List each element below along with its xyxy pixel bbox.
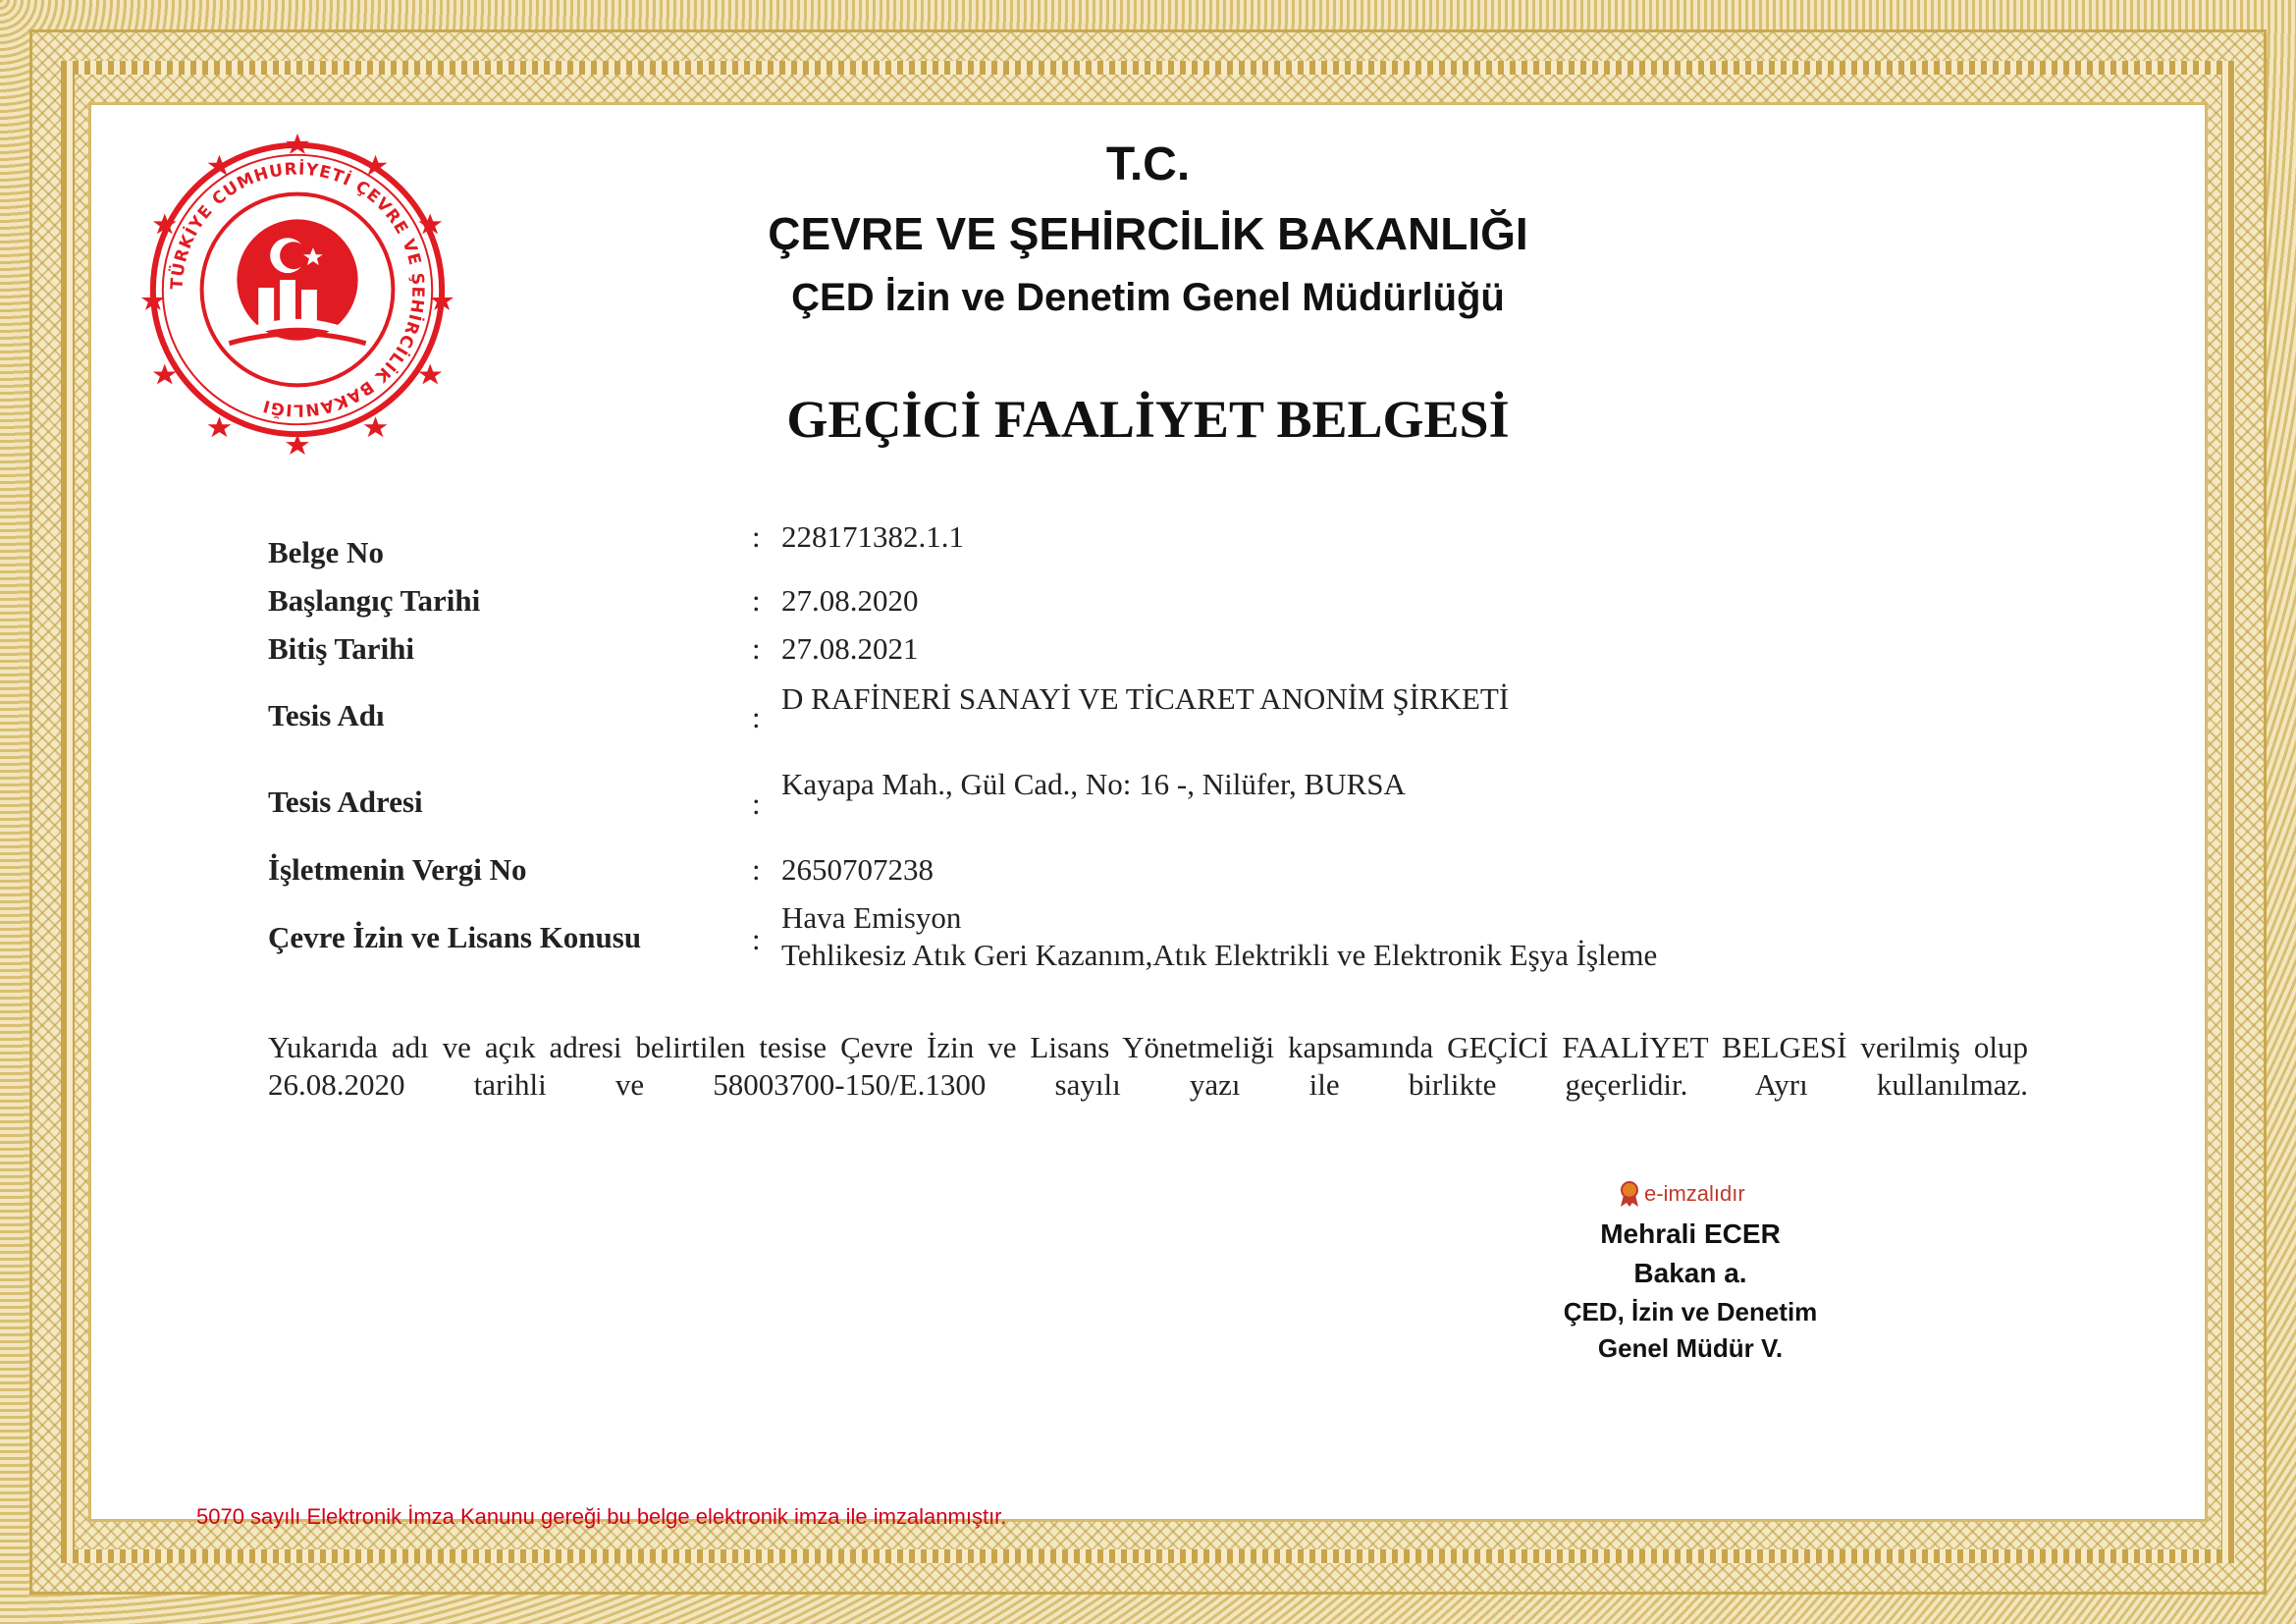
seal-ring-text: TÜRKİYE CUMHURİYETİ ÇEVRE VE ŞEHİRCİLİK BAKANLIĞI: [166, 158, 429, 421]
signatory-role: Bakan a.: [1633, 1258, 1747, 1288]
e-signed-badge: e-imzalıdır: [1644, 1181, 1745, 1206]
signatory-unit: ÇED, İzin ve Denetim: [1563, 1297, 1818, 1326]
ribbon-award-icon: [1615, 1179, 1644, 1209]
field-colon: :: [752, 852, 761, 887]
header-ministry: ÇEVRE VE ŞEHİRCİLİK BAKANLIĞI: [768, 208, 1528, 259]
document-title: GEÇİCİ FAALİYET BELGESİ: [786, 390, 1510, 449]
field-label-belge-no: Belge No: [268, 535, 384, 569]
field-value-lisans-konusu-1: Hava Emisyon: [781, 900, 962, 935]
signatory-name: Mehrali ECER: [1600, 1218, 1781, 1249]
header-tc: T.C.: [1105, 138, 1191, 190]
field-colon: :: [752, 922, 761, 956]
field-colon: :: [752, 700, 761, 734]
field-colon: :: [752, 786, 761, 821]
e-signature-law-notice: 5070 sayılı Elektronik İmza Kanunu gereği bu belge elektronik imza ile imzalanmıştır.: [196, 1504, 1007, 1529]
field-value-belge-no: 228171382.1.1: [781, 519, 964, 554]
field-label-bitis-tarihi: Bitiş Tarihi: [268, 631, 415, 666]
field-label-tesis-adi: Tesis Adı: [268, 698, 385, 732]
field-value-baslangic-tarihi: 27.08.2020: [781, 583, 919, 618]
field-value-tesis-adi: D RAFİNERİ SANAYİ VE TİCARET ANONİM ŞİRKETİ: [781, 681, 1510, 716]
signatory-position: Genel Müdür V.: [1597, 1333, 1784, 1363]
field-value-tesis-adresi: Kayapa Mah., Gül Cad., No: 16 -, Nilüfer, BURSA: [781, 767, 1406, 801]
field-label-tesis-adresi: Tesis Adresi: [268, 785, 423, 819]
field-value-vergi-no: 2650707238: [781, 852, 934, 887]
field-colon: :: [752, 583, 761, 618]
field-value-lisans-konusu-2: Tehlikesiz Atık Geri Kazanım,Atık Elektrikli ve Elektronik Eşya İşleme: [781, 938, 1658, 972]
field-value-bitis-tarihi: 27.08.2021: [781, 631, 919, 666]
header-directorate: ÇED İzin ve Denetim Genel Müdürlüğü: [791, 276, 1505, 319]
field-colon: :: [752, 519, 761, 554]
field-colon: :: [752, 631, 761, 666]
validity-paragraph: Yukarıda adı ve açık adresi belirtilen tesise Çevre İzin ve Lisans Yönetmeliği kapsamında GEÇİCİ FAALİYET BELGESİ verilmiş olup 26.08.2020 tarihli ve 58003700-150/E.1300 sayılı yazı ile birlikte geçerlidir. Ayrı kullanılmaz.: [268, 1030, 2028, 1102]
field-label-baslangic-tarihi: Başlangıç Tarihi: [268, 583, 481, 618]
field-label-lisans-konusu: Çevre İzin ve Lisans Konusu: [268, 920, 642, 954]
field-label-vergi-no: İşletmenin Vergi No: [268, 852, 527, 887]
